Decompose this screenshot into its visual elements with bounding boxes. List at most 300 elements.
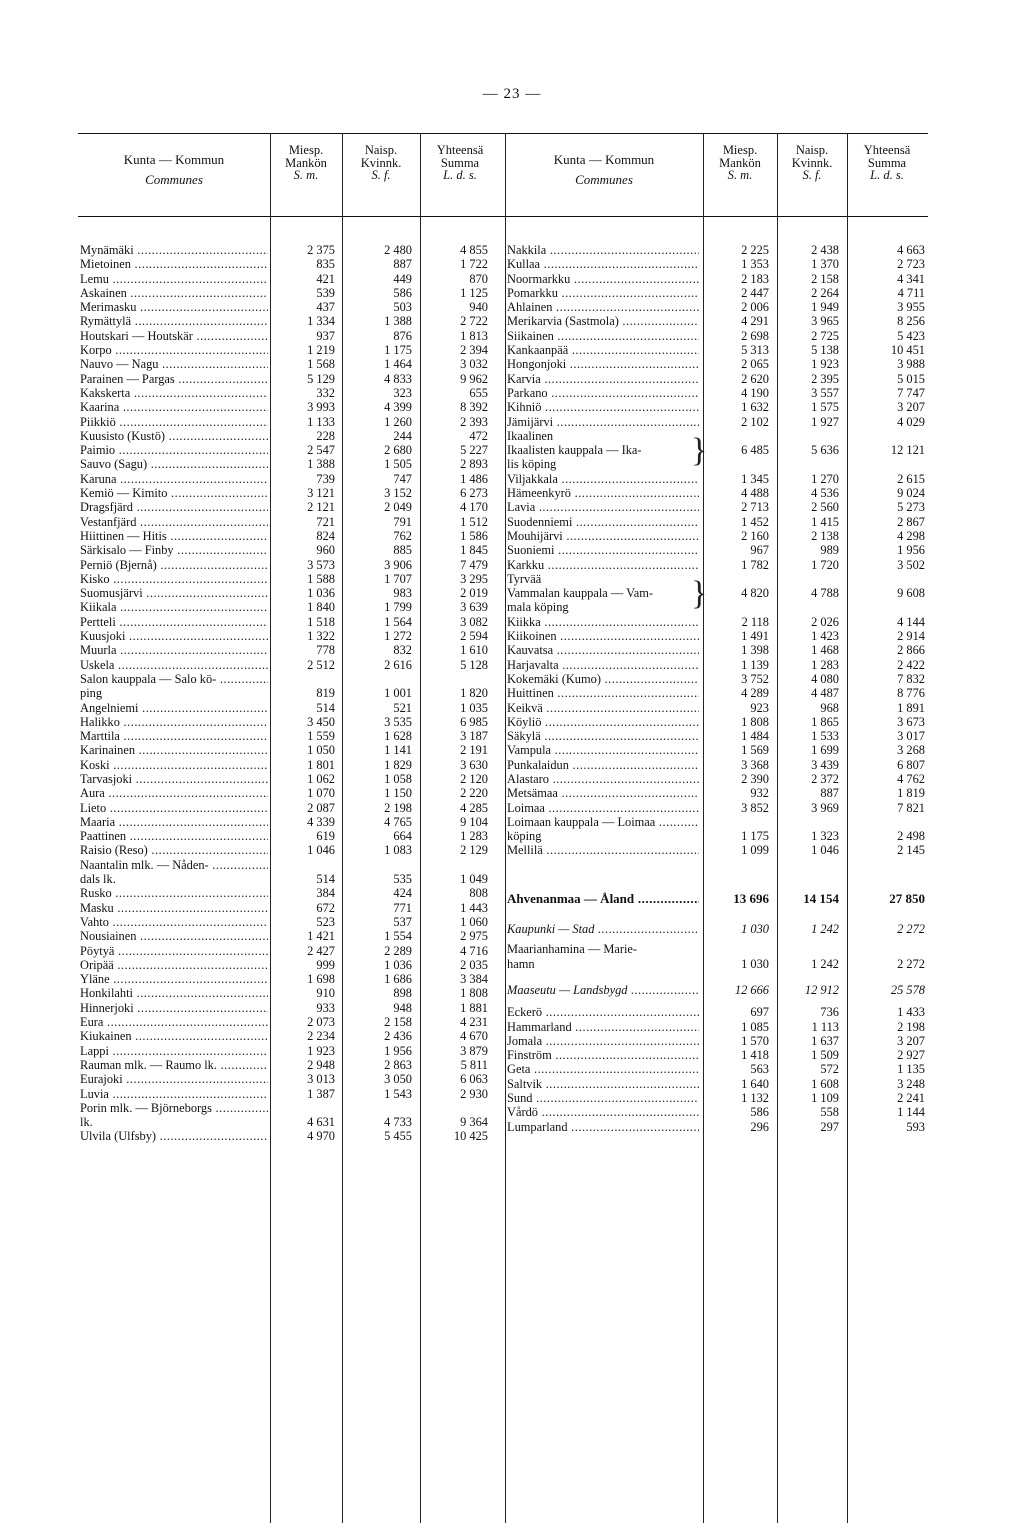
table-row — [78, 400, 508, 414]
commune-name: Aura ..... — [80, 786, 268, 800]
naisp-header: Naisp. Kvinnk. S. f. — [360, 143, 402, 182]
women-count: 586 — [393, 285, 412, 300]
table-row — [78, 729, 508, 743]
divider — [420, 133, 421, 1523]
women-count: 1 628 — [384, 729, 412, 744]
total-count: 2 145 — [897, 843, 925, 858]
total-count: 7 821 — [897, 800, 925, 815]
total-count: 2 893 — [460, 457, 488, 472]
men-count: 563 — [750, 1062, 769, 1077]
commune-name: Porin mlk. — Björneborgs ..... — [80, 1101, 268, 1115]
men-count: 1 099 — [741, 843, 769, 858]
table-row — [505, 983, 928, 997]
table-row — [78, 758, 508, 772]
total-count: 3 879 — [460, 1043, 488, 1058]
men-count: 4 339 — [307, 814, 335, 829]
men-count: 1 698 — [307, 972, 335, 987]
women-count: 1 564 — [384, 614, 412, 629]
men-count: 1 322 — [307, 629, 335, 644]
total-count: 1 819 — [897, 786, 925, 801]
women-count: 1 058 — [384, 771, 412, 786]
table-row — [78, 643, 508, 657]
table-row — [505, 643, 928, 657]
table-row — [78, 429, 508, 443]
men-count: 937 — [316, 328, 335, 343]
women-count: 762 — [393, 528, 412, 543]
men-count: 3 450 — [307, 714, 335, 729]
men-count: 1 421 — [307, 929, 335, 944]
table-row — [78, 515, 508, 529]
commune-name: Vårdö ..... — [507, 1105, 699, 1119]
commune-name: Ikaalisten kauppala — Ika- — [507, 443, 642, 458]
total-count: 4 029 — [897, 414, 925, 429]
table-row — [78, 815, 508, 829]
men-count: 1 568 — [307, 357, 335, 372]
women-count: 1 283 — [811, 657, 839, 672]
table-row — [505, 257, 928, 271]
commune-name: Paattinen ..... — [80, 829, 268, 843]
women-count: 1 637 — [811, 1033, 839, 1048]
commune-name-cont: dals lk. — [80, 872, 116, 887]
total-count: 10 451 — [890, 343, 925, 358]
men-count: 999 — [316, 957, 335, 972]
table-row — [505, 1105, 928, 1119]
divider — [505, 133, 506, 1523]
total-count: 12 121 — [890, 443, 925, 458]
women-count: 297 — [820, 1119, 839, 1134]
total-count: 7 479 — [460, 557, 488, 572]
men-count: 1 050 — [307, 743, 335, 758]
men-count: 1 334 — [307, 314, 335, 329]
naisp-header: Naisp. Kvinnk. S. f. — [791, 143, 833, 182]
commune-name: Viljakkala ..... — [507, 472, 699, 486]
men-count: 1 570 — [741, 1033, 769, 1048]
table-row — [78, 243, 508, 257]
men-count: 523 — [316, 914, 335, 929]
total-count: 2 120 — [460, 771, 488, 786]
commune-name: Sauvo (Sagu) ..... — [80, 457, 268, 471]
total-count: 2 035 — [460, 957, 488, 972]
commune-name: Houtskari — Houtskär ..... — [80, 329, 268, 343]
total-count: 1 512 — [460, 514, 488, 529]
table-row — [78, 600, 508, 614]
women-count: 1 464 — [384, 357, 412, 372]
men-count: 2 065 — [741, 357, 769, 372]
total-count: 1 283 — [460, 829, 488, 844]
women-count: 1 720 — [811, 557, 839, 572]
commune-name: Kiikka ..... — [507, 615, 699, 629]
table-row — [505, 1005, 928, 1019]
women-count: 2 725 — [811, 328, 839, 343]
total-count: 2 975 — [460, 929, 488, 944]
commune-name-cont: köping — [507, 829, 542, 844]
left-table-header — [78, 133, 508, 217]
table-row — [78, 701, 508, 715]
women-count: 4 080 — [811, 671, 839, 686]
table-row — [78, 329, 508, 343]
men-count: 2 118 — [741, 614, 769, 629]
commune-name: Nauvo — Nagu ..... — [80, 357, 268, 371]
women-count: 3 152 — [384, 486, 412, 501]
total-count: 2 930 — [460, 1086, 488, 1101]
table-row — [78, 986, 508, 1000]
total-count: 2 191 — [460, 743, 488, 758]
men-count: 933 — [316, 1000, 335, 1015]
men-count: 384 — [316, 886, 335, 901]
commune-name: Kuusjoki ..... — [80, 629, 268, 643]
table-row — [78, 901, 508, 915]
total-count: 4 663 — [897, 243, 925, 257]
table-row — [78, 915, 508, 929]
women-count: 2 289 — [384, 943, 412, 958]
men-count: 3 573 — [307, 557, 335, 572]
total-count: 940 — [469, 300, 488, 315]
women-count: 898 — [393, 986, 412, 1001]
commune-name: Siikainen ..... — [507, 329, 699, 343]
women-count: 1 686 — [384, 972, 412, 987]
women-count: 1 242 — [811, 922, 839, 937]
women-count: 2 138 — [811, 528, 839, 543]
table-row — [505, 658, 928, 672]
total-count: 3 639 — [460, 600, 488, 615]
total-count: 1 135 — [897, 1062, 925, 1077]
women-count: 1 323 — [811, 829, 839, 844]
commune-name: Keikvä ..... — [507, 701, 699, 715]
women-count: 1 533 — [811, 729, 839, 744]
commune-name: Alastaro ..... — [507, 772, 699, 786]
table-row — [78, 672, 508, 701]
men-count: 2 160 — [741, 528, 769, 543]
table-row — [78, 1058, 508, 1072]
women-count: 1 175 — [384, 343, 412, 358]
total-count: 1 813 — [460, 328, 488, 343]
table-row — [78, 843, 508, 857]
total-count: 3 187 — [460, 729, 488, 744]
men-count: 1 588 — [307, 571, 335, 586]
table-row — [78, 343, 508, 357]
total-count: 870 — [469, 271, 488, 286]
table-row — [505, 372, 928, 386]
table-row — [78, 1072, 508, 1086]
women-count: 968 — [820, 700, 839, 715]
table-row — [505, 743, 928, 757]
total-count: 2 394 — [460, 343, 488, 358]
table-row — [505, 300, 928, 314]
commune-name: Nousiainen ..... — [80, 929, 268, 943]
women-count: 1 270 — [811, 471, 839, 486]
total-count: 4 170 — [460, 500, 488, 515]
men-count: 2 713 — [741, 500, 769, 515]
men-count: 4 970 — [307, 1129, 335, 1144]
men-count: 1 452 — [741, 514, 769, 529]
commune-name: Paimio ..... — [80, 443, 268, 457]
commune-name: Huittinen ..... — [507, 686, 699, 700]
yhteensa-header: Yhteensä Summa L. d. s. — [436, 143, 484, 182]
commune-name: Angelniemi ..... — [80, 701, 268, 715]
women-count: 424 — [393, 886, 412, 901]
total-count: 1 035 — [460, 700, 488, 715]
total-count: 593 — [906, 1119, 925, 1134]
commune-name: Masku ..... — [80, 901, 268, 915]
table-row — [505, 1120, 928, 1134]
total-count: 9 608 — [897, 586, 925, 601]
women-count: 1 370 — [811, 257, 839, 272]
commune-name: Kaarina ..... — [80, 400, 268, 414]
commune-name: Loimaa ..... — [507, 801, 699, 815]
yhteensa-header: Yhteensä Summa L. d. s. — [863, 143, 911, 182]
men-count: 586 — [750, 1105, 769, 1120]
commune-name: Uskela ..... — [80, 658, 268, 672]
table-row — [505, 343, 928, 357]
table-row — [505, 500, 928, 514]
commune-name: Tyrvää — [507, 571, 542, 586]
men-count: 1 175 — [741, 829, 769, 844]
men-count: 1 388 — [307, 457, 335, 472]
total-count: 1 722 — [460, 257, 488, 272]
men-count: 1 030 — [741, 956, 769, 971]
total-count: 2 927 — [897, 1048, 925, 1063]
men-count: 1 132 — [741, 1091, 769, 1106]
total-count: 2 220 — [460, 786, 488, 801]
men-count: 1 036 — [307, 586, 335, 601]
commune-name: Vampula ..... — [507, 743, 699, 757]
men-count: 2 225 — [741, 243, 769, 257]
commune-name: Merikarvia (Sastmola) ..... — [507, 314, 699, 328]
table-row — [505, 843, 928, 857]
table-row — [505, 786, 928, 800]
total-count: 2 615 — [897, 471, 925, 486]
women-count: 791 — [393, 514, 412, 529]
total-count: 2 866 — [897, 643, 925, 658]
women-count: 4 833 — [384, 371, 412, 386]
commune-name: Vammalan kauppala — Vam- — [507, 586, 654, 601]
commune-name: Maaseutu — Landsbygd ..... — [507, 983, 699, 997]
women-count: 1 707 — [384, 571, 412, 586]
women-count: 1 575 — [811, 400, 839, 415]
table-row — [78, 629, 508, 643]
table-row — [78, 772, 508, 786]
women-count: 1 949 — [811, 300, 839, 315]
women-count: 2 372 — [811, 771, 839, 786]
men-count: 3 852 — [741, 800, 769, 815]
total-count: 2 722 — [460, 314, 488, 329]
commune-name: Lemu ..... — [80, 272, 268, 286]
women-count: 12 912 — [804, 982, 839, 997]
right-table-body — [505, 217, 928, 1134]
commune-name: Raisio (Reso) ..... — [80, 843, 268, 857]
women-count: 1 046 — [811, 843, 839, 858]
total-count: 4 711 — [897, 285, 925, 300]
commune-name-cont: lk. — [80, 1115, 93, 1130]
total-count: 1 956 — [897, 543, 925, 558]
table-row — [505, 529, 928, 543]
table-row — [505, 892, 928, 906]
commune-name: Eurajoki ..... — [80, 1072, 268, 1086]
table-row — [78, 443, 508, 457]
total-count: 10 425 — [453, 1129, 488, 1144]
men-count: 1 484 — [741, 729, 769, 744]
total-count: 1 443 — [460, 900, 488, 915]
men-count: 332 — [316, 385, 335, 400]
men-count: 923 — [750, 700, 769, 715]
commune-name: Kemiö — Kimito ..... — [80, 486, 268, 500]
total-count: 2 019 — [460, 586, 488, 601]
women-count: 1 543 — [384, 1086, 412, 1101]
total-count: 9 104 — [460, 814, 488, 829]
total-count: 3 248 — [897, 1076, 925, 1091]
total-count: 655 — [469, 385, 488, 400]
brace-icon: } — [691, 574, 708, 612]
table-row — [78, 314, 508, 328]
table-row — [78, 658, 508, 672]
total-count: 5 423 — [897, 328, 925, 343]
total-count: 3 268 — [897, 743, 925, 758]
divider — [847, 133, 848, 1523]
table-row — [505, 1048, 928, 1062]
men-count: 697 — [750, 1005, 769, 1020]
table-row — [78, 786, 508, 800]
men-count: 2 547 — [307, 443, 335, 458]
table-row — [505, 543, 928, 557]
men-count: 739 — [316, 471, 335, 486]
commune-name: Kauvatsa ..... — [507, 643, 699, 657]
total-count: 1 144 — [897, 1105, 925, 1120]
women-count: 2 395 — [811, 371, 839, 386]
men-count: 2 234 — [307, 1029, 335, 1044]
table-row — [505, 801, 928, 815]
commune-name: Lavia ..... — [507, 500, 699, 514]
men-count: 672 — [316, 900, 335, 915]
women-count: 1 956 — [384, 1043, 412, 1058]
women-count: 5 636 — [811, 443, 839, 458]
men-count: 5 313 — [741, 343, 769, 358]
commune-name: Saltvik ..... — [507, 1077, 699, 1091]
men-count: 2 375 — [307, 243, 335, 257]
commune-name: Kisko ..... — [80, 572, 268, 586]
commune-name: Rauman mlk. — Raumo lk. ..... — [80, 1058, 268, 1072]
women-count: 5 138 — [811, 343, 839, 358]
total-count: 3 295 — [460, 571, 488, 586]
table-row — [505, 386, 928, 400]
total-count: 1 433 — [897, 1005, 925, 1020]
women-count: 4 536 — [811, 486, 839, 501]
table-row — [505, 942, 928, 971]
men-count: 778 — [316, 643, 335, 658]
men-count: 4 291 — [741, 314, 769, 329]
women-count: 2 480 — [384, 243, 412, 257]
table-row-group — [505, 429, 928, 472]
section-gap — [505, 858, 928, 892]
commune-name: Jämijärvi ..... — [507, 415, 699, 429]
table-row — [78, 1001, 508, 1015]
commune-name: Hämeenkyrö ..... — [507, 486, 699, 500]
commune-name: Kaupunki — Stad ..... — [507, 922, 699, 936]
commune-name: Sund ..... — [507, 1091, 699, 1105]
commune-name: Maaria ..... — [80, 815, 268, 829]
total-count: 2 241 — [897, 1091, 925, 1106]
table-row — [505, 629, 928, 643]
women-count: 3 439 — [811, 757, 839, 772]
total-count: 3 955 — [897, 300, 925, 315]
men-count: 819 — [316, 686, 335, 701]
commune-name: Mietoinen ..... — [80, 257, 268, 271]
table-row — [78, 415, 508, 429]
table-row — [505, 715, 928, 729]
men-count: 2 087 — [307, 800, 335, 815]
men-count: 2 390 — [741, 771, 769, 786]
commune-name: Luvia ..... — [80, 1087, 268, 1101]
men-count: 1 030 — [741, 922, 769, 937]
total-count: 2 723 — [897, 257, 925, 272]
commune-name: lis köping — [507, 457, 557, 472]
commune-name: Karinainen ..... — [80, 743, 268, 757]
total-count: 6 807 — [897, 757, 925, 772]
women-count: 2 026 — [811, 614, 839, 629]
commune-name: Mellilä ..... — [507, 843, 699, 857]
women-count: 1 509 — [811, 1048, 839, 1063]
commune-name: Pöytyä ..... — [80, 944, 268, 958]
section-gap — [505, 971, 928, 983]
women-count: 2 198 — [384, 800, 412, 815]
total-count: 9 364 — [460, 1115, 488, 1130]
total-count: 3 017 — [897, 729, 925, 744]
total-count: 2 129 — [460, 843, 488, 858]
women-count: 1 242 — [811, 956, 839, 971]
commune-name: Pomarkku ..... — [507, 286, 699, 300]
commune-name: Dragsfjärd ..... — [80, 500, 268, 514]
table-row — [505, 357, 928, 371]
women-count: 572 — [820, 1062, 839, 1077]
table-row — [505, 1062, 928, 1076]
commune-name: mala köping — [507, 600, 569, 615]
men-count: 2 006 — [741, 300, 769, 315]
total-count: 8 256 — [897, 314, 925, 329]
total-count: 2 867 — [897, 514, 925, 529]
commune-name-cont: ping — [80, 686, 103, 701]
women-count: 1 865 — [811, 714, 839, 729]
men-count: 4 820 — [741, 586, 769, 601]
commune-name: Suodenniemi ..... — [507, 515, 699, 529]
commune-name: Karvia ..... — [507, 372, 699, 386]
men-count: 1 046 — [307, 843, 335, 858]
men-count: 721 — [316, 514, 335, 529]
total-count: 2 272 — [897, 922, 925, 937]
total-count: 2 422 — [897, 657, 925, 672]
women-count: 1 083 — [384, 843, 412, 858]
total-count: 3 032 — [460, 357, 488, 372]
commune-name: Metsämaa ..... — [507, 786, 699, 800]
table-row — [78, 1044, 508, 1058]
women-count: 521 — [393, 700, 412, 715]
women-count: 3 906 — [384, 557, 412, 572]
men-count: 1 840 — [307, 600, 335, 615]
commune-name: Tarvasjoki ..... — [80, 772, 268, 786]
women-count: 503 — [393, 300, 412, 315]
women-count: 4 765 — [384, 814, 412, 829]
total-count: 9 024 — [897, 486, 925, 501]
total-count: 1 881 — [460, 1000, 488, 1015]
total-count: 6 985 — [460, 714, 488, 729]
total-count: 4 762 — [897, 771, 925, 786]
men-count: 835 — [316, 257, 335, 272]
men-count: 910 — [316, 986, 335, 1001]
women-count: 558 — [820, 1105, 839, 1120]
table-row — [78, 300, 508, 314]
commune-name: Kuusisto (Kustö) ..... — [80, 429, 268, 443]
commune-name: Kullaa ..... — [507, 257, 699, 271]
table-row — [505, 515, 928, 529]
commune-name: Merimasku ..... — [80, 300, 268, 314]
